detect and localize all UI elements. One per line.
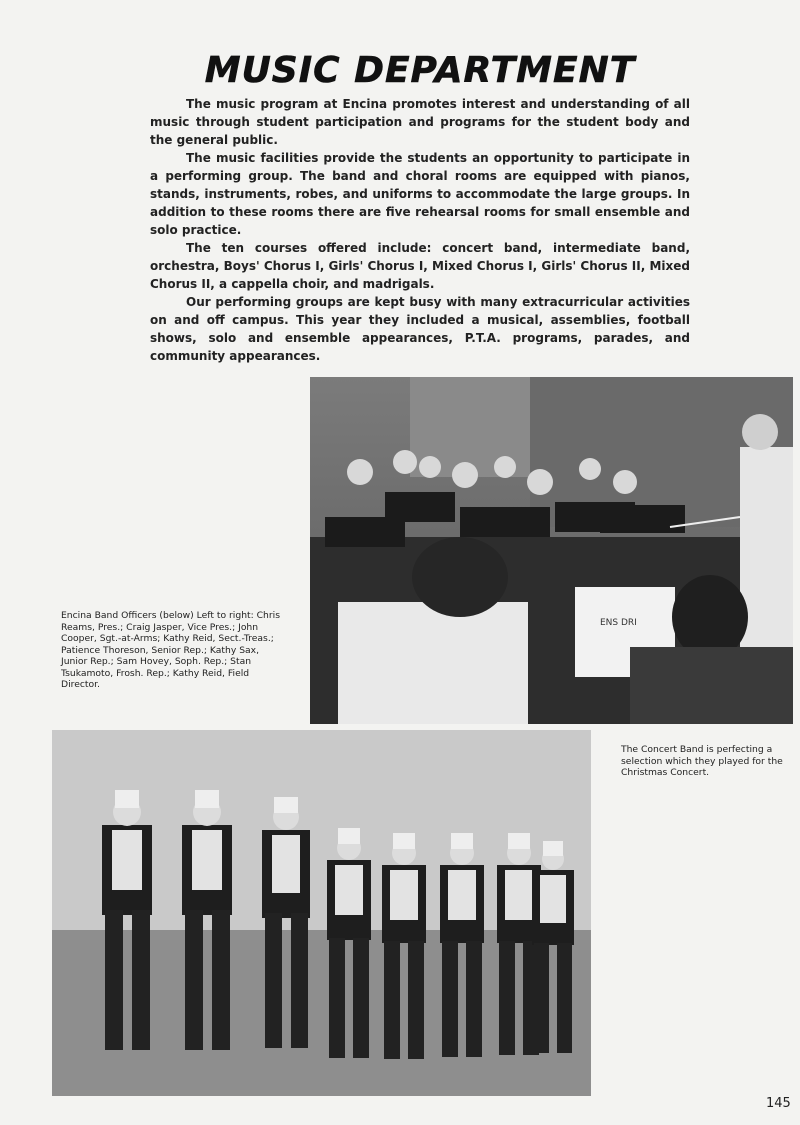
stand-sign: ENS DRI	[600, 618, 637, 628]
officers-caption: Encina Band Officers (below) Left to right: Chris Reams, Pres.; Craig Jasper, Vice Pres.; John Cooper, Sgt.-at-Arms; Kathy Reid, Sect.-Treas.; Patience Thoreson, Senior Rep.; Kathy Sax, Junior Rep.; Sam Hovey, Soph. Rep.; Stan Tsukamoto, Frosh. Rep.; Kathy Reid, Field Director.	[61, 610, 280, 690]
page-title-text: MUSIC DEPARTMENT	[204, 50, 636, 91]
concert-band-photo	[310, 377, 793, 724]
intro-text	[150, 95, 690, 365]
page-number: 145	[766, 1096, 791, 1111]
intro-paragraph-3: The ten courses offered include: concert band, intermediate band, orchestra, Boys' Chorus I, Girls' Chorus I, Mixed Chorus I, Girls' Chorus II, Mixed Chorus II, a cappella choir, and madrigals.	[150, 241, 690, 291]
intro-paragraph-4: Our performing groups are kept busy with many extracurricular activities on and off campus. This year they included a musical, assemblies, football shows, solo and ensemble appearances, P.T.A. programs, parades, and community appearances.	[150, 295, 690, 363]
band-officers-photo	[52, 730, 591, 1096]
concert-caption: The Concert Band is perfecting a selection which they played for the Christmas Concert.	[621, 744, 783, 778]
intro-paragraph-1: The music program at Encina promotes interest and understanding of all music through student participation and programs for the student body and the general public.	[150, 97, 690, 147]
page-title	[204, 44, 636, 92]
intro-paragraph-2: The music facilities provide the students an opportunity to participate in a performing group. The band and choral rooms are equipped with pianos, stands, instruments, robes, and uniforms to accommodate the large groups. In addition to these rooms there are five rehearsal rooms for small ensemble and solo practice.	[150, 151, 690, 237]
